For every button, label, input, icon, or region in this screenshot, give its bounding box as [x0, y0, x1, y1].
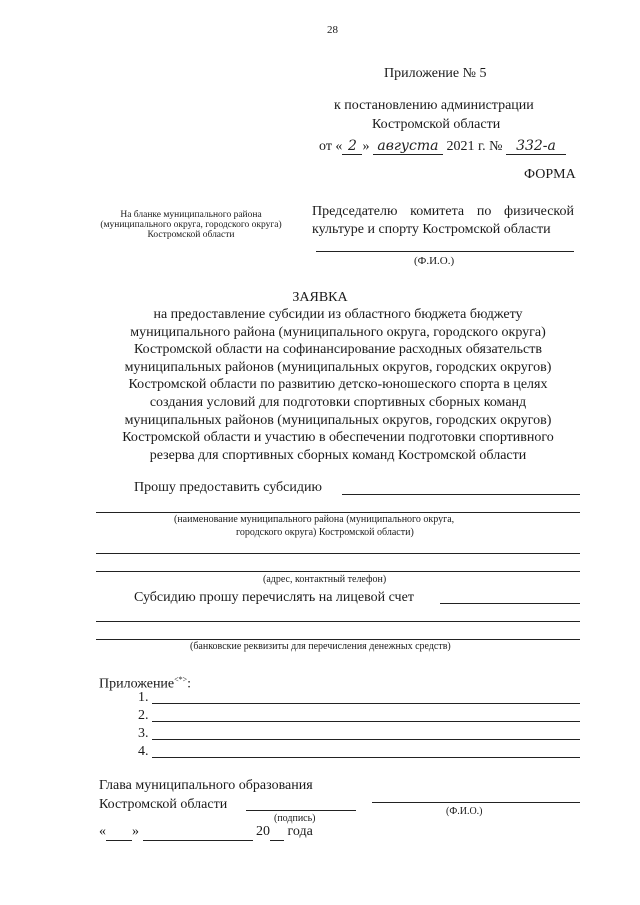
subtitle-line: муниципального района (муниципального округа, городского округа) [130, 324, 546, 340]
subtitle-line: резерва для спортивных сборных команд Костромской области [149, 447, 527, 463]
signature-fio-caption: (Ф.И.О.) [446, 806, 483, 817]
attachment-item-1: 1. [138, 690, 149, 705]
addressee-fio-line [316, 251, 574, 252]
signature-sign-line[interactable] [246, 810, 356, 811]
request-caption-line2: городского округа) Костромской области) [236, 527, 414, 538]
blank-note-line3: Костромской области [147, 230, 235, 240]
subtitle-line: муниципальных районов (муниципальных округов, городских округов) [124, 359, 552, 375]
signature-date [99, 824, 313, 841]
date-number: 332-а [506, 138, 566, 155]
address-line1[interactable] [96, 553, 580, 554]
attachment-line-4[interactable] [152, 757, 580, 758]
date-open: « [99, 824, 106, 839]
date-day-line[interactable] [106, 824, 132, 841]
attachment-line-2[interactable] [152, 721, 580, 722]
attachment-label: Приложение [99, 676, 175, 692]
appendix-title: Приложение № 5 [384, 66, 487, 81]
date-year: 2021 г. № [446, 139, 503, 154]
blank-note [88, 210, 294, 240]
date-month: августа [373, 138, 443, 155]
form-label: ФОРМА [524, 167, 576, 182]
subtitle-line: Костромской области по развитию детско-юношеского спорта в целях [128, 377, 548, 393]
year-prefix: 20 [256, 824, 270, 839]
attachment-item-2: 2. [138, 708, 149, 723]
subtitle-line: Костромской области и участию в обеспечении подготовки спортивного [122, 430, 554, 446]
subtitle-line: Костромской области на софинансирование расходных обязательств [134, 342, 542, 358]
attachment-colon: : [187, 676, 192, 692]
subtitle-line: муниципальных районов (муниципальных округов, городских округов) [124, 412, 552, 428]
request-name-line2[interactable] [96, 512, 580, 513]
attachment-line-1[interactable] [152, 703, 580, 704]
signature-sign-caption: (подпись) [274, 813, 316, 824]
page-number: 28 [327, 24, 338, 36]
attachment-mark: <*> [174, 675, 188, 684]
addressee-fio-caption: (Ф.И.О.) [414, 255, 455, 267]
date-year-line[interactable] [270, 824, 284, 841]
addressee-line1: Председателю комитета по физической [312, 204, 574, 219]
addressee-line2: культуре и спорту Костромской области [312, 222, 551, 237]
appendix-date [319, 138, 566, 155]
request-label: Прошу предоставить субсидию [134, 480, 322, 495]
date-close: » [132, 824, 139, 839]
attachment-item-4: 4. [138, 744, 149, 759]
signature-fio-line[interactable] [372, 802, 580, 803]
appendix-line1: к постановлению администрации [334, 98, 534, 113]
request-name-line[interactable] [342, 494, 580, 495]
year-suffix: года [287, 824, 313, 839]
blank-note-line1: На бланке муниципального района [120, 210, 262, 220]
attachment-item-3: 3. [138, 726, 149, 741]
request-caption-line1: (наименование муниципального района (муниципального округа, [174, 514, 455, 525]
date-day: 2 [342, 138, 362, 155]
blank-note-line2: (муниципального округа, городского округа) [100, 220, 282, 230]
document-subtitle [96, 306, 580, 464]
appendix-line2: Костромской области [372, 117, 501, 132]
subtitle-line: создания условий для подготовки спортивных сборных команд [149, 394, 527, 410]
attachment-line-3[interactable] [152, 739, 580, 740]
document-title: ЗАЯВКА [292, 290, 348, 305]
date-month-line[interactable] [143, 824, 253, 841]
address-caption: (адрес, контактный телефон) [263, 574, 387, 585]
account-line2[interactable] [96, 621, 580, 622]
signature-line1: Глава муниципального образования [99, 778, 313, 793]
address-line2[interactable] [96, 571, 580, 572]
account-caption: (банковские реквизиты для перечисления денежных средств) [190, 641, 451, 652]
date-prefix: от « [319, 139, 343, 154]
account-line1[interactable] [440, 603, 580, 604]
subtitle-line: на предоставление субсидии из областного бюджета бюджету [153, 307, 523, 322]
date-mid: » [362, 139, 370, 154]
account-label: Субсидию прошу перечислять на лицевой счет [134, 590, 414, 605]
account-line3[interactable] [96, 639, 580, 640]
signature-line2: Костромской области [99, 797, 228, 812]
